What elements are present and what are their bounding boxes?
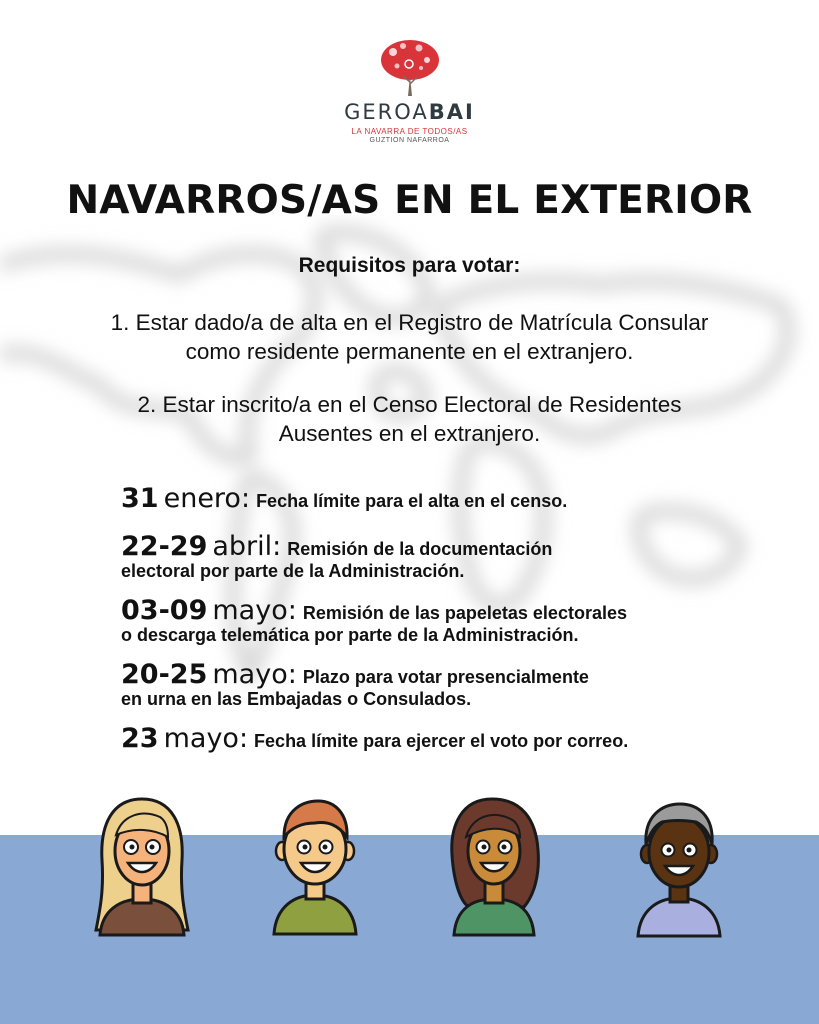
man-ginger-icon: [268, 797, 363, 937]
timeline-month: mayo:: [212, 659, 297, 690]
timeline-month: abril:: [212, 531, 282, 562]
timeline-text: Remisión de las papeletas electorales: [302, 603, 627, 623]
timeline-item: [121, 659, 589, 710]
timeline-text-continued: electoral por parte de la Administración.: [121, 561, 465, 581]
logo-tagline-2: GUZTION NAFARROA: [369, 137, 450, 144]
timeline-text: Plazo para votar presencialmente: [302, 667, 589, 687]
logo-wordmark: [0, 100, 819, 124]
requirement-2-line-2: Ausentes en el extranjero.: [278, 421, 541, 446]
requirements-heading: Requisitos para votar:: [298, 254, 521, 277]
geroabai-logo: [0, 38, 819, 144]
requirement-2-line-1: 2. Estar inscrito/a en el Censo Electoral de Residentes: [137, 392, 682, 417]
timeline-text: Fecha límite para ejercer el voto por correo.: [254, 731, 629, 751]
requirement-2: [40, 390, 779, 448]
timeline-date: 03-09: [121, 595, 208, 626]
man-grey-hair-icon: [632, 800, 727, 940]
logo-name-light: GEROA: [344, 100, 429, 124]
timeline-item: [121, 483, 568, 514]
requirement-1-line-2: como residente permanente en el extranjero.: [185, 339, 634, 364]
requirement-1: [40, 308, 779, 366]
timeline-month: mayo:: [212, 595, 297, 626]
timeline-month: enero:: [163, 483, 251, 514]
timeline-date: 22-29: [121, 531, 208, 562]
tree-logo-icon: [379, 38, 441, 98]
timeline-text-continued: en urna en las Embajadas o Consulados.: [121, 689, 472, 709]
logo-name-bold: BAI: [428, 100, 475, 124]
woman-dark-hair-icon: [444, 795, 544, 938]
timeline-item: [121, 595, 627, 646]
timeline-text: Remisión de la documentación: [287, 539, 553, 559]
timeline-text: Fecha límite para el alta en el censo.: [256, 491, 568, 511]
timeline-date: 20-25: [121, 659, 208, 690]
timeline-item: [121, 531, 553, 582]
timeline-month: mayo:: [163, 723, 249, 754]
timeline-date: 31: [121, 483, 159, 514]
timeline-text-continued: o descarga telemática por parte de la Administración.: [121, 625, 579, 645]
woman-blonde-icon: [92, 795, 192, 940]
requirement-1-line-1: 1. Estar dado/a de alta en el Registro de Matrícula Consular: [110, 310, 709, 335]
page-title: NAVARROS/AS EN EL EXTERIOR: [66, 178, 753, 223]
timeline-item: [121, 723, 629, 754]
logo-tagline-1: LA NAVARRA DE TODOS/AS: [351, 127, 468, 136]
timeline-date: 23: [121, 723, 159, 754]
